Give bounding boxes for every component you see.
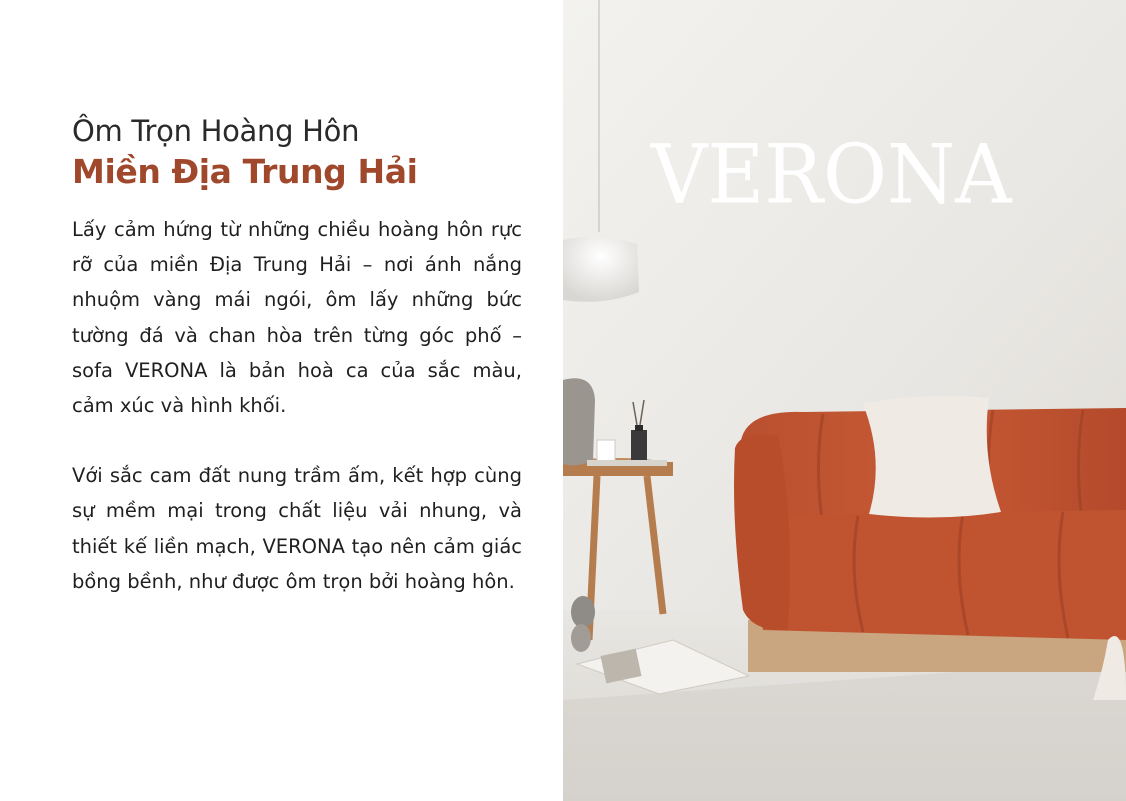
- body-paragraph-1: Lấy cảm hứng từ những chiều hoàng hôn rực rỡ của miền Địa Trung Hải – nơi ánh nắng nhuộm vàng mái ngói, ôm lấy những bức tường đá và chan hòa trên từng góc phố – sofa VERONA là bản hoà ca của sắc màu, cảm xúc và hình khối.: [72, 218, 522, 418]
- heading-line-1: Ôm Trọn Hoàng Hôn: [72, 114, 360, 148]
- sofa-photo: [563, 0, 1126, 801]
- body-paragraph-2: Với sắc cam đất nung trầm ấm, kết hợp cùng sự mềm mại trong chất liệu vải nhung, và thiết kế liền mạch, VERONA tạo nên cảm giác bồng bềnh, như được ôm trọn bởi hoàng hôn.: [72, 464, 522, 593]
- text-column: [72, 112, 522, 599]
- heading-line-2: Miền Địa Trung Hải: [72, 152, 418, 191]
- sofa-photo-illustration: [563, 0, 1126, 801]
- verona-logo: VERONA: [651, 127, 1012, 223]
